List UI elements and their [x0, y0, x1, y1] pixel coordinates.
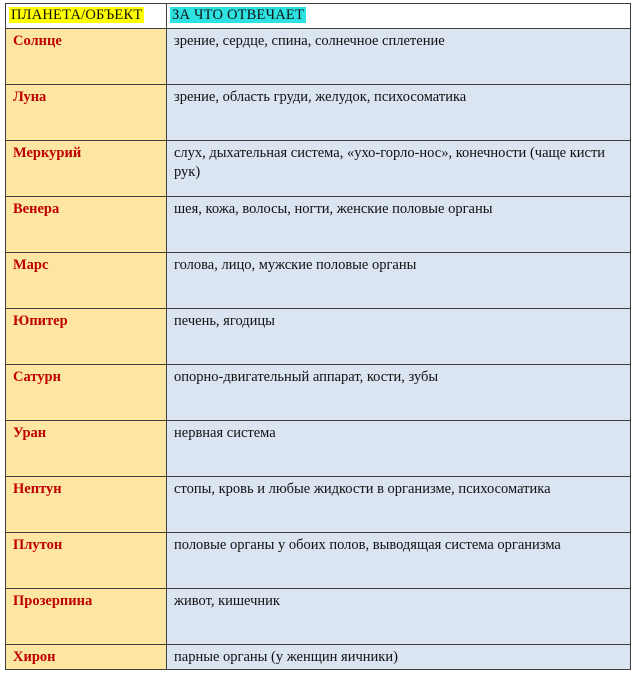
planet-cell: Сатурн [6, 365, 167, 421]
description-cell: опорно-двигательный аппарат, кости, зубы [167, 365, 631, 421]
table-row [6, 477, 631, 533]
planet-cell: Венера [6, 197, 167, 253]
planet-cell: Солнце [6, 29, 167, 85]
table-header-row [6, 4, 631, 29]
table-row [6, 197, 631, 253]
table-row [6, 85, 631, 141]
table-row [6, 141, 631, 197]
description-cell: парные органы (у женщин яичники) [167, 645, 631, 670]
planet-cell: Уран [6, 421, 167, 477]
table-row [6, 533, 631, 589]
header-cell-planet [6, 4, 167, 29]
description-cell: половые органы у обоих полов, выводящая система организма [167, 533, 631, 589]
description-cell: голова, лицо, мужские половые органы [167, 253, 631, 309]
planet-cell: Прозерпина [6, 589, 167, 645]
description-cell: зрение, область груди, желудок, психосоматика [167, 85, 631, 141]
table-row [6, 421, 631, 477]
description-cell: нервная система [167, 421, 631, 477]
description-cell: шея, кожа, волосы, ногти, женские половые органы [167, 197, 631, 253]
table-row [6, 645, 631, 670]
description-cell: слух, дыхательная система, «ухо-горло-нос», конечности (чаще кисти рук) [167, 141, 631, 197]
header-planet-label: ПЛАНЕТА/ОБЪЕКТ [11, 7, 143, 23]
table-row [6, 309, 631, 365]
table-row [6, 253, 631, 309]
table-row [6, 29, 631, 85]
planet-cell: Нептун [6, 477, 167, 533]
description-cell: печень, ягодицы [167, 309, 631, 365]
planet-cell: Луна [6, 85, 167, 141]
description-cell: зрение, сердце, спина, солнечное сплетение [167, 29, 631, 85]
planet-cell: Плутон [6, 533, 167, 589]
planet-cell: Юпитер [6, 309, 167, 365]
planet-cell: Меркурий [6, 141, 167, 197]
description-cell: стопы, кровь и любые жидкости в организме, психосоматика [167, 477, 631, 533]
planet-body-table [5, 3, 631, 670]
table-row [6, 589, 631, 645]
planet-cell: Хирон [6, 645, 167, 670]
description-cell: живот, кишечник [167, 589, 631, 645]
header-cell-responsibility [167, 4, 631, 29]
table-row [6, 365, 631, 421]
planet-cell: Марс [6, 253, 167, 309]
header-responsibility-label: ЗА ЧТО ОТВЕЧАЕТ [172, 7, 305, 23]
